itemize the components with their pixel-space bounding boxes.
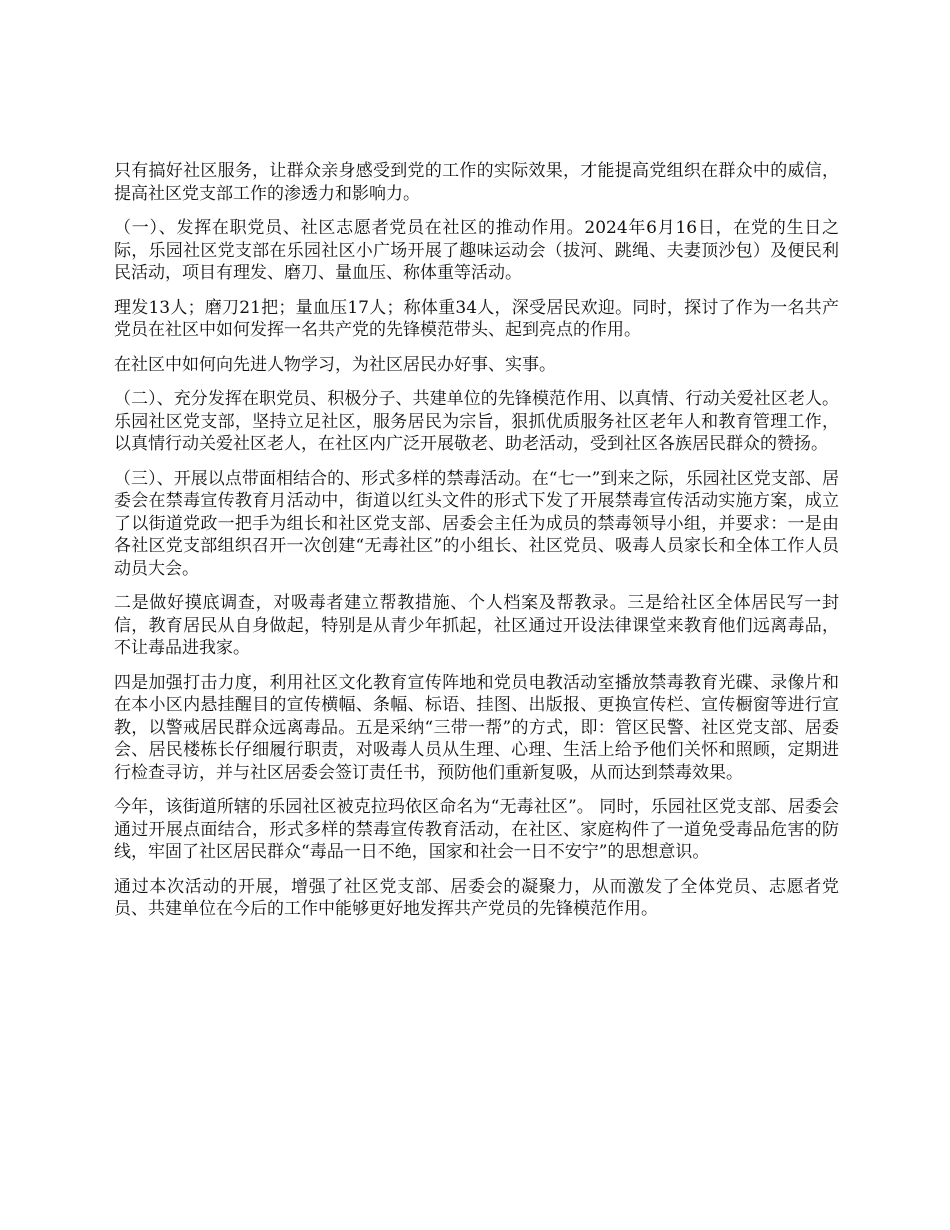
paragraph-4: 在社区中如何向先进人物学习，为社区居民办好事、实事。 (114, 354, 556, 375)
paragraph-7: 二是做好摸底调查，对吸毒者建立帮教措施、个人档案及帮教录。三是给社区全体居民写一封信，教育居民从自身做起，特别是从青少年抓起，社区通过开设法律课堂来教育他们远离毒品，不让毒品进我家。 (114, 593, 839, 658)
document-body (114, 160, 839, 933)
paragraph-3: 理发13人；磨刀21把；量血压17人；称体重34人，深受居民欢迎。同时，探讨了作为一名共产党员在社区中如何发挥一名共产党的先锋模范带头、起到亮点的作用。 (114, 297, 839, 340)
paragraph-1: 只有搞好社区服务，让群众亲身感受到党的工作的实际效果，才能提高党组织在群众中的威信，提高社区党支部工作的渗透力和影响力。 (114, 161, 839, 204)
paragraph-10: 通过本次活动的开展，增强了社区党支部、居委会的凝聚力，从而激发了全体党员、志愿者党员、共建单位在今后的工作中能够更好地发挥共产党员的先锋模范作用。 (114, 876, 839, 919)
paragraph-2: （一）、发挥在职党员、社区志愿者党员在社区的推动作用。2024年6月16日，在党的生日之际，乐园社区党支部在乐园社区小广场开展了趣味运动会（拔河、跳绳、夫妻顶沙包）及便民利民活动，项目有理发、磨刀、量血压、称体重等活动。 (114, 218, 839, 283)
paragraph-9: 今年，该街道所辖的乐园社区被克拉玛依区命名为“无毒社区”。 同时，乐园社区党支部、居委会通过开展点面结合，形式多样的禁毒宣传教育活动，在社区、家庭构件了一道免受毒品危害的防线，牢固了社区居民群众“毒品一日不绝，国家和社会一日不安宁”的思想意识。 (114, 797, 839, 862)
paragraph-8: 四是加强打击力度，利用社区文化教育宣传阵地和党员电教活动室播放禁毒教育光碟、录像片和在本小区内悬挂醒目的宣传横幅、条幅、标语、挂图、出版报、更换宣传栏、宣传橱窗等进行宣教，以警戒居民群众远离毒品。五是采纳“三带一帮”的方式，即：管区民警、社区党支部、居委会、居民楼栋长仔细履行职责，对吸毒人员从生理、心理、生活上给予他们关怀和照顾，定期进行检查寻访，并与社区居委会签订责任书，预防他们重新复吸，从而达到禁毒效果。 (114, 672, 839, 783)
paragraph-6: （三）、开展以点带面相结合的、形式多样的禁毒活动。在“七一”到来之际，乐园社区党支部、居委会在禁毒宣传教育月活动中，街道以红头文件的形式下发了开展禁毒宣传活动实施方案，成立了以街道党政一把手为组长和社区党支部、居委会主任为成员的禁毒领导小组，并要求：一是由各社区党支部组织召开一次创建“无毒社区”的小组长、社区党员、吸毒人员家长和全体工作人员动员大会。 (114, 468, 839, 579)
paragraph-5: （二）、充分发挥在职党员、积极分子、共建单位的先锋模范作用、以真情、行动关爱社区老人。乐园社区党支部，坚持立足社区，服务居民为宗旨，狠抓优质服务社区老年人和教育管理工作，以真情行动关爱社区老人，在社区内广泛开展敬老、助老活动，受到社区各族居民群众的赞扬。 (114, 389, 839, 454)
